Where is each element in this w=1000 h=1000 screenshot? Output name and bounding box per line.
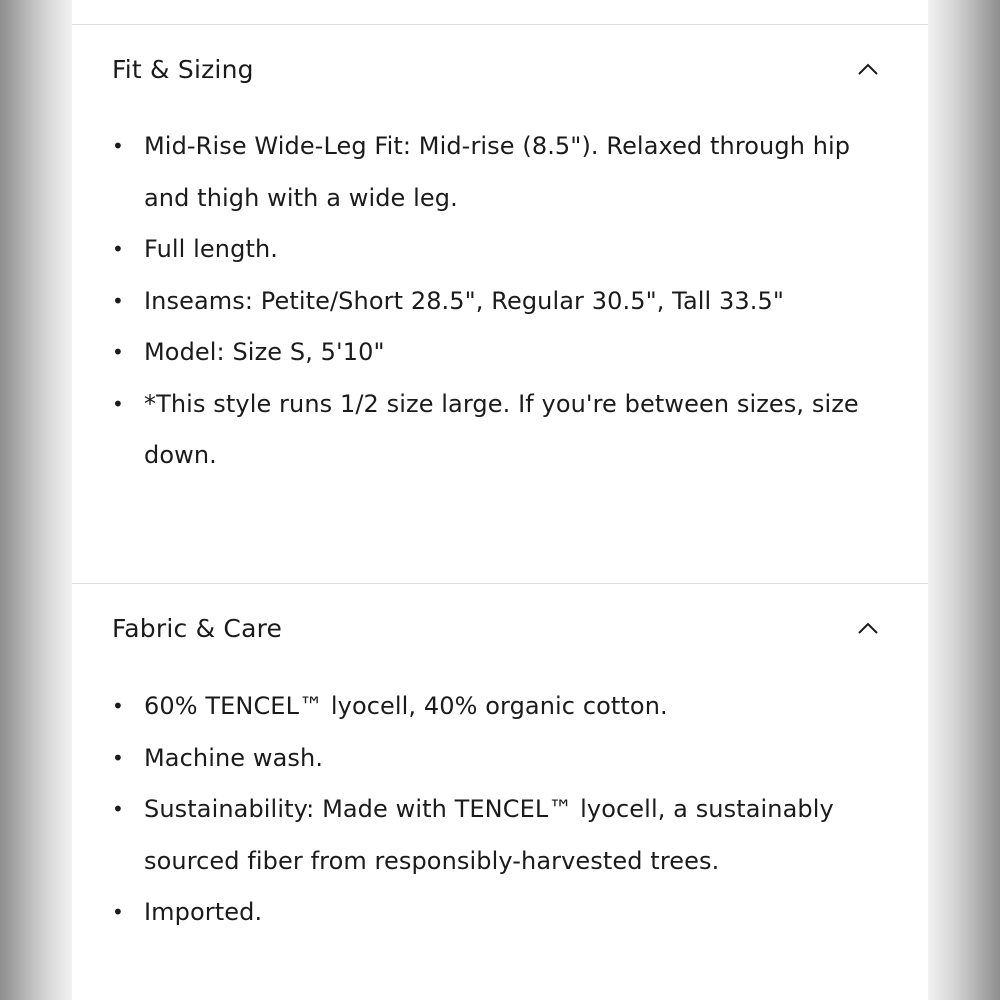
bullet-icon: • (112, 694, 124, 718)
fit-sizing-list (112, 121, 882, 482)
chevron-up-icon[interactable] (856, 58, 880, 82)
bullet-icon: • (112, 237, 124, 261)
list-item: • *This style runs 1/2 size large. If you're between sizes, size down. (112, 379, 882, 482)
chevron-up-icon[interactable] (856, 617, 880, 641)
bullet-icon: • (112, 797, 124, 821)
list-item: • Model: Size S, 5'10" (112, 327, 882, 379)
bullet-icon: • (112, 900, 124, 924)
bullet-icon: • (112, 134, 124, 158)
fabric-care-heading[interactable]: Fabric & Care (112, 614, 283, 643)
list-item: • Inseams: Petite/Short 28.5", Regular 30.5", Tall 33.5" (112, 276, 882, 328)
fit-sizing-heading[interactable]: Fit & Sizing (112, 55, 254, 84)
product-details-panel (72, 0, 928, 1000)
top-divider (72, 24, 928, 25)
bullet-icon: • (112, 288, 124, 313)
list-item: • Imported. (112, 887, 882, 939)
bullet-icon: • (112, 340, 124, 364)
list-item: • Machine wash. (112, 733, 882, 785)
bullet-icon: • (112, 745, 124, 770)
section-divider (72, 583, 928, 584)
list-item: • Sustainability: Made with TENCEL™ lyocell, a sustainably sourced fiber from responsibly-harvested trees. (112, 784, 882, 887)
list-item: • Mid-Rise Wide-Leg Fit: Mid-rise (8.5"). Relaxed through hip and thigh with a wide leg. (112, 121, 882, 224)
list-item: • 60% TENCEL™ lyocell, 40% organic cotton. (112, 681, 882, 733)
list-item: • Full length. (112, 224, 882, 276)
bullet-icon: • (112, 391, 124, 416)
fabric-care-list (112, 681, 882, 939)
